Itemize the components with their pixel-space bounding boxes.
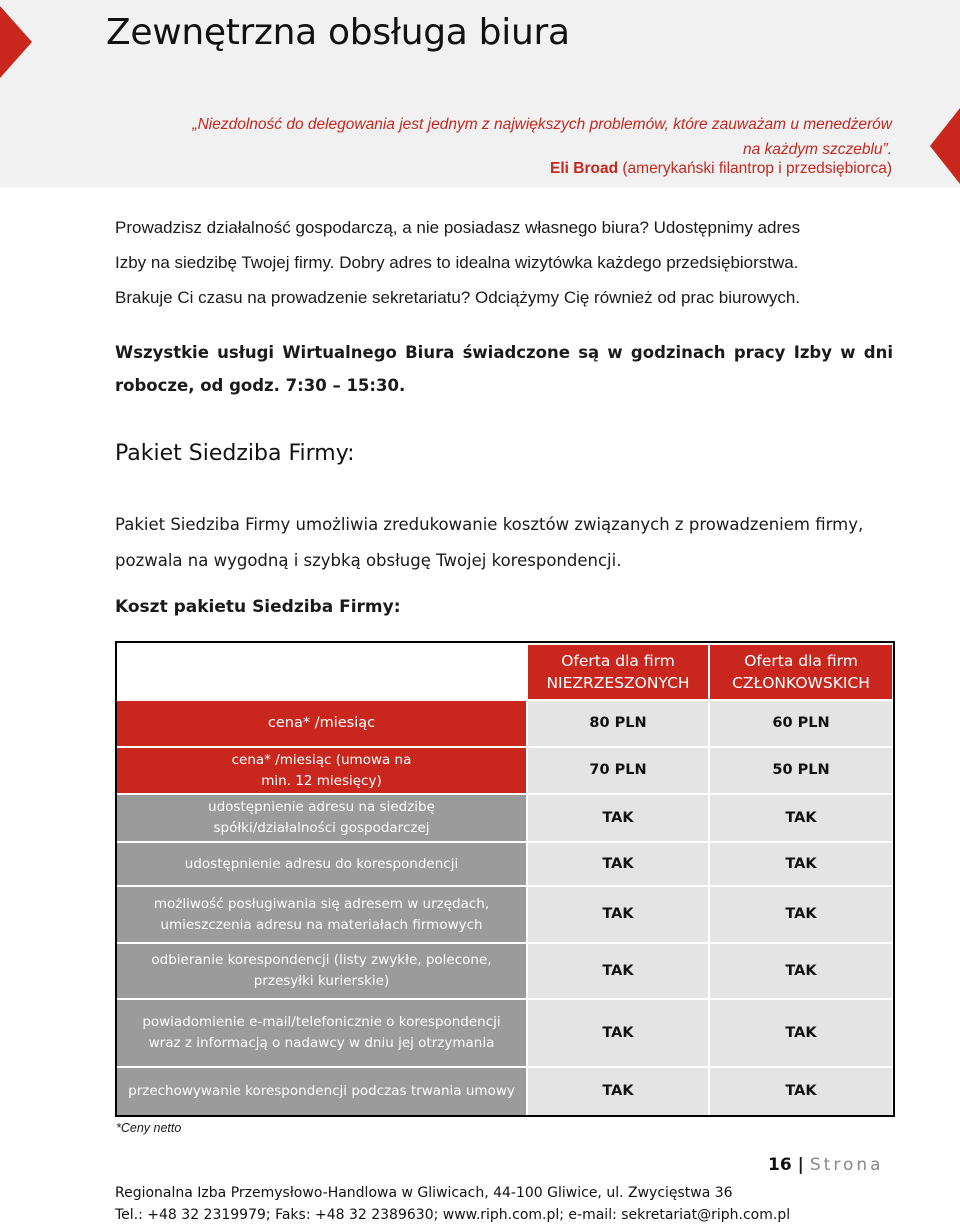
intro-paragraph — [115, 210, 905, 315]
row-label-price-12m: cena* /miesiąc (umowa na min. 12 miesięcy) — [117, 748, 526, 793]
section-description: Pakiet Siedziba Firmy umożliwia zredukowanie kosztów związanych z prowadzeniem firmy, pozwala na wygodną i szybką obsługę Twojej korespondencji. — [115, 515, 864, 570]
col2-header: Oferta dla firm CZŁONKOWSKICH — [710, 645, 892, 699]
footer — [115, 1182, 790, 1226]
net-price-note: *Ceny netto — [116, 1121, 182, 1135]
page-number: 16 | Strona — [768, 1155, 884, 1175]
row-receive-v1: TAK — [528, 944, 708, 998]
quote-author — [550, 160, 892, 178]
page-number-value: 16 — [768, 1155, 792, 1175]
row-receive-v2: TAK — [710, 944, 892, 998]
row-label-receive: odbieranie korespondencji (listy zwykłe, polecone, przesyłki kurierskie) — [117, 944, 526, 998]
author-name: Eli Broad — [550, 160, 619, 177]
row-price-v2: 60 PLN — [710, 701, 892, 746]
row-corr-v1: TAK — [528, 843, 708, 885]
row-storage-v2: TAK — [710, 1068, 892, 1115]
row-label-corr-address: udostępnienie adresu do korespondencji — [117, 843, 526, 885]
red-arrow-right-icon — [930, 108, 960, 184]
row-label-use-address: możliwość posługiwania się adresem w urzędach, umieszczenia adresu na materiałach firmowych — [117, 887, 526, 942]
intro-line1: Prowadzisz działalność gospodarczą, a nie posiadasz własnego biura? Udostępnimy adres — [115, 218, 801, 237]
footer-contact: Tel.: +48 32 2319979; Faks: +48 32 2389630; www.riph.com.pl; e-mail: sekretariat@riph.com.pl — [115, 1207, 791, 1223]
row-price-v1: 80 PLN — [528, 701, 708, 746]
intro-line2: Izby na siedzibę Twojej firmy. Dobry adres to idealna wizytówka każdego przedsiębiorstwa. — [115, 253, 799, 272]
price-table — [115, 641, 895, 1117]
row-label-storage: przechowywanie korespondencji podczas trwania umowy — [117, 1068, 526, 1115]
page-title: Zewnętrzna obsługa biura — [106, 12, 570, 53]
row-corr-v2: TAK — [710, 843, 892, 885]
section-heading: Pakiet Siedziba Firmy: — [115, 441, 355, 466]
quote-line1: „Niezdolność do delegowania jest jednym z największych problemów, które zauważam u menedżerów — [192, 116, 892, 133]
intro-line3: Brakuje Ci czasu na prowadzenie sekretariatu? Odciążymy Cię również od prac biurowych. — [115, 288, 801, 307]
row-price12-v2: 50 PLN — [710, 748, 892, 793]
hours-paragraph: Wszystkie usługi Wirtualnego Biura świadczone są w godzinach pracy Izby w dni robocze, od godz. 7:30 – 15:30. — [115, 343, 893, 395]
row-label-seat: udostępnienie adresu na siedzibę spółki/działalności gospodarczej — [117, 795, 526, 841]
row-seat-v2: TAK — [710, 795, 892, 841]
row-notify-v1: TAK — [528, 1000, 708, 1066]
author-desc: (amerykański filantrop i przedsiębiorca) — [618, 160, 892, 177]
quote — [132, 112, 892, 162]
row-notify-v2: TAK — [710, 1000, 892, 1066]
row-seat-v1: TAK — [528, 795, 708, 841]
footer-address: Regionalna Izba Przemysłowo-Handlowa w Gliwicach, 44-100 Gliwice, ul. Zwycięstwa 36 — [115, 1185, 733, 1201]
row-label-price: cena* /miesiąc — [117, 701, 526, 746]
row-storage-v1: TAK — [528, 1068, 708, 1115]
row-price12-v1: 70 PLN — [528, 748, 708, 793]
row-label-notify: powiadomienie e-mail/telefonicznie o korespondencji wraz z informacją o nadawcy w dniu jej otrzymania — [117, 1000, 526, 1066]
quote-line2: na każdym szczeblu”. — [742, 141, 892, 158]
red-arrow-left-icon — [0, 6, 32, 78]
page-word: Strona — [809, 1155, 884, 1175]
row-use-v2: TAK — [710, 887, 892, 942]
cost-heading: Koszt pakietu Siedziba Firmy: — [115, 597, 401, 617]
row-use-v1: TAK — [528, 887, 708, 942]
col1-header: Oferta dla firm NIEZRZESZONYCH — [528, 645, 708, 699]
